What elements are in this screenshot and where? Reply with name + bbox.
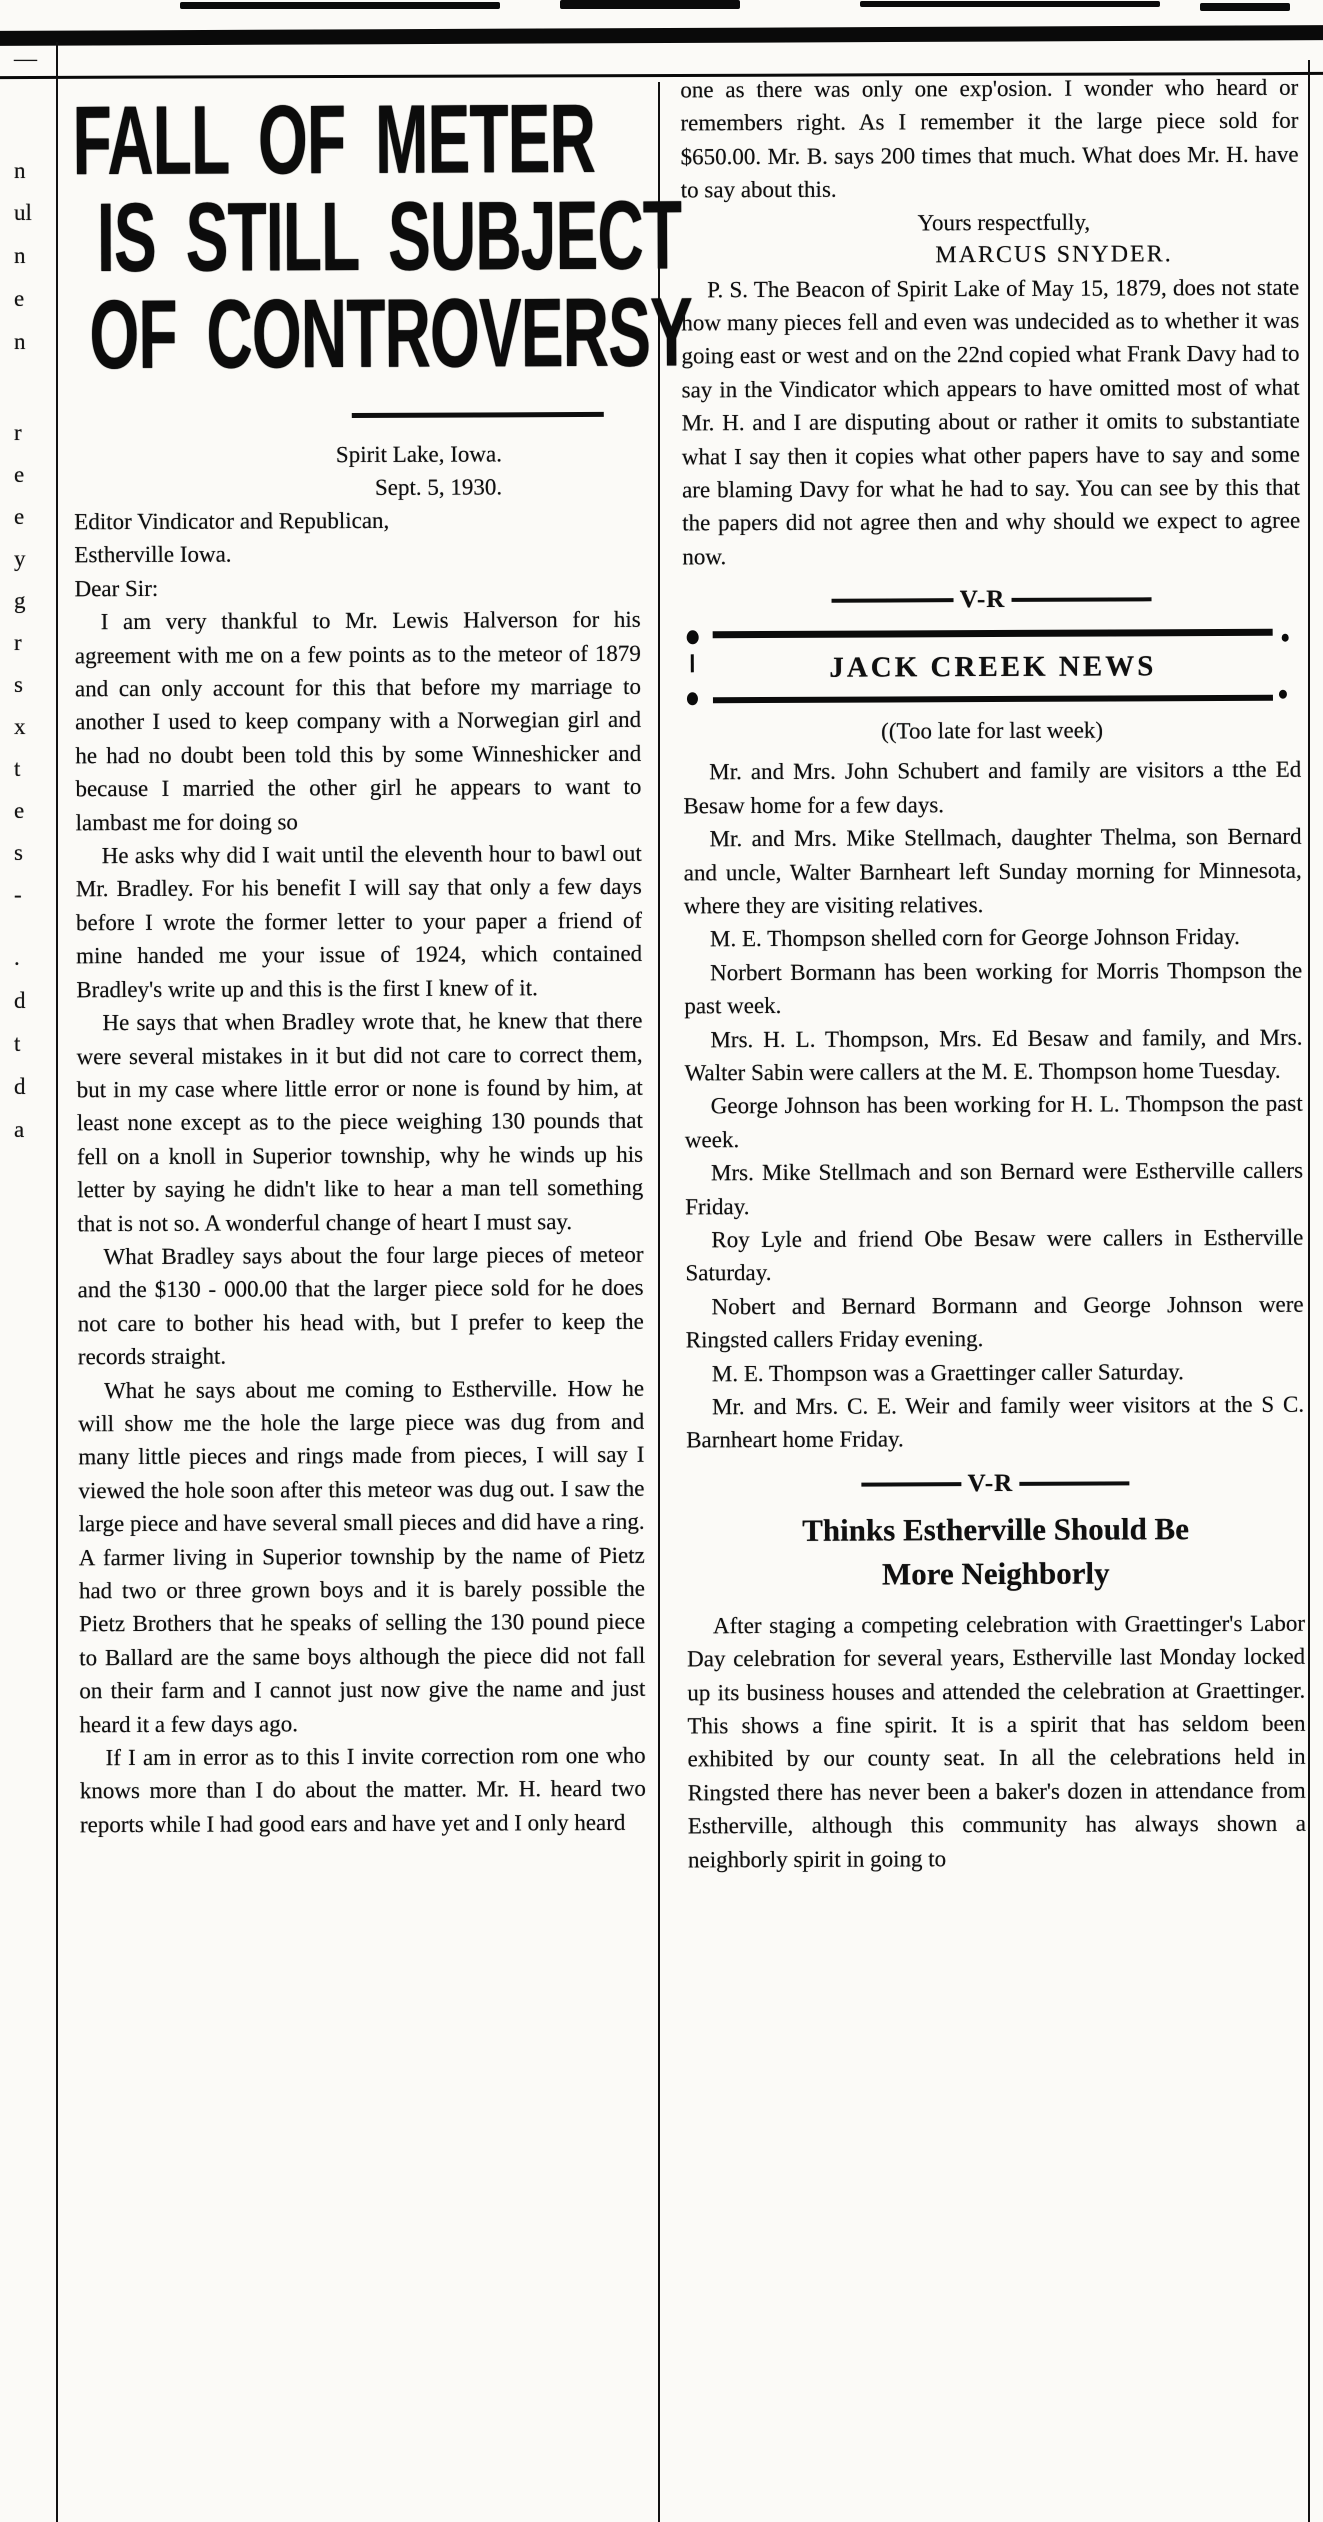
column-fragment: n — [14, 243, 26, 268]
letter-signoff: Yours respectfully, — [917, 209, 1091, 235]
dateline-date: Sept. 5, 1930. — [374, 474, 503, 500]
news-item: Mr. and Mrs. Mike Stellmach, daughter Thelma, son Bernard and uncle, Walter Barnheart left Sunday morning for Minnesota, where they are visiting relatives. — [683, 823, 1302, 919]
sub-headline-line: Thinks Estherville Should Be — [802, 1510, 1190, 1548]
column-fragment: e — [14, 462, 25, 487]
sub-headline — [686, 1506, 1304, 1597]
column-fragment: x — [14, 714, 26, 739]
column-fragment: n — [14, 158, 26, 183]
column-fragment: ul — [14, 200, 32, 225]
news-item: Mr. and Mrs. John Schubert and family are visitors a tthe Ed Besaw home for a few days. — [683, 756, 1302, 819]
dateline — [74, 437, 640, 505]
news-item: Norbert Bormann has been working for Morris Thompson the past week. — [684, 957, 1303, 1019]
news-items — [683, 753, 1304, 1457]
jack-creek-news-box — [713, 629, 1273, 703]
news-item: Mrs. H. L. Thompson, Mrs. Ed Besaw and family, and Mrs. Walter Sabin were callers at the M. E. Thompson home Tuesday. — [684, 1024, 1303, 1086]
headline — [72, 84, 693, 389]
column-fragment: . — [14, 945, 20, 970]
dateline-place: Spirit Lake, Iowa. — [335, 441, 503, 468]
address-line: Editor Vindicator and Republican, — [74, 507, 390, 535]
body-paragraph: He says that when Bradley wrote that, he knew that there were several mistakes in it but did not care to correct them, but in my case where little error or none is found by him, at least none except as to the piece weighing 130 pounds that fell on a knoll in Superior township, why he winds up his letter by saying he didn't like to hear a man tell something that is not so. A wonderful change of heart I must say. — [76, 1007, 644, 1236]
news-item: M. E. Thompson was a Graettinger caller Saturday. — [711, 1358, 1184, 1386]
section-divider-vr — [686, 1468, 1304, 1499]
column-fragment: e — [14, 798, 25, 823]
section-divider-vr — [682, 585, 1300, 616]
address-line: Estherville Iowa. — [74, 541, 232, 568]
box-corner-dot — [687, 631, 699, 645]
column-rule-right — [1308, 60, 1310, 2522]
news-item: Mrs. Mike Stellmach and son Bernard were Estherville callers Friday. — [685, 1157, 1304, 1219]
body-paragraph: He asks why did I wait until the eleventh hour to bawl out Mr. Bradley. For his benefit I will say that only a few days before I wrote the former letter to your paper a friend of mine handed me your issue of 1924, which contained Bradley's write up and this is the first I knew of it. — [75, 840, 643, 1002]
headline-divider — [352, 412, 604, 418]
box-corner-dot — [1282, 634, 1289, 642]
left-column — [72, 0, 693, 1841]
column-fragment: t — [14, 1031, 21, 1056]
news-item: Mr. and Mrs. C. E. Weir and family weer visitors at the S C. Barnheart home Friday. — [686, 1391, 1305, 1453]
box-corner-dot — [1279, 690, 1287, 699]
address-line: Dear Sir: — [74, 575, 159, 602]
box-corner-dot — [687, 693, 698, 706]
body-paragraph: I am very thankful to Mr. Lewis Halverson for his agreement with me on a few points as to the meteor of 1879 and can only account for this that before my marriage to another I used to keep company with a Norwegian girl and he had no doubt been told this by some Winneshicker and because I married the other girl he appears to want to lambast me for doing so — [74, 606, 642, 835]
column-fragment: e — [14, 504, 25, 529]
sub-headline-line: More Neighborly — [881, 1555, 1110, 1592]
column-fragment: d — [14, 1074, 26, 1099]
divider-line — [1011, 598, 1151, 603]
column-fragment: t — [14, 756, 21, 781]
news-item: Roy Lyle and friend Obe Besaw were callers in Estherville Saturday. — [685, 1224, 1304, 1286]
column-fragment: d — [14, 988, 26, 1013]
headline-line: FALL OF METER — [72, 84, 596, 195]
news-item: George Johnson has been working for H. L. Thompson the past week. — [684, 1090, 1303, 1153]
body-paragraph: P. S. The Beacon of Spirit Lake of May 15, 1879, does not state how many pieces fell and even was undecided as to whether it was going east or west and on the 22nd copied what Frank Davy had to say in the Vindicator which appears to have omitted most of what Mr. H. and I are disputing about or rather it omits to substantiate what I say then it copies what other papers have to say and some are blaming Davy for what he had to say. You can see by this that the papers did not agree then and why should we expect to agree now. — [681, 274, 1301, 570]
section-title: JACK CREEK NEWS — [829, 650, 1157, 684]
letter-signature: MARCUS SNYDER. — [935, 240, 1173, 268]
column-fragment: s — [14, 840, 23, 865]
body-paragraph: After staging a competing celebration with Graettinger's Labor Day celebration for several years, Estherville last Monday locked up its business houses and attended the celebration at Graettinger. This shows a fine spirit. It is a spirit that has seldom been exhibited by our county seat. In all the celebrations held in Ringsted there has never been a baker's dozen in attendance from Estherville, although this community has always shown a neighborly spirit in going to — [687, 1610, 1306, 1872]
column-rule-left — [56, 42, 58, 2522]
body-paragraph: If I am in error as to this I invite correction rom one who knows more than I do about the matter. Mr. H. heard two reports while I had good ears and have yet and I only heard — [79, 1742, 646, 1838]
divider-line — [832, 598, 954, 603]
divider-line — [1019, 1481, 1129, 1485]
letter-postscript — [681, 270, 1300, 573]
box-side-dash — [691, 655, 694, 673]
neighborly-body — [687, 1606, 1306, 1876]
letter-continuation — [680, 71, 1299, 207]
column-fragment: g — [14, 588, 26, 613]
headline-line: OF CONTROVERSY — [89, 277, 693, 389]
divider-label: V-R — [959, 586, 1006, 614]
column-fragment: r — [14, 420, 22, 445]
column-rule-middle — [658, 82, 660, 2522]
body-paragraph: What Bradley says about the four large pieces of meteor and the $130 - 000.00 that the larger piece sold for he does not care to bother his head with, but I prefer to keep the records straight. — [77, 1241, 644, 1370]
letter-body — [75, 603, 646, 1841]
column-fragment: r — [14, 630, 22, 655]
news-item: Nobert and Bernard Bormann and George Johnson were Ringsted callers Friday evening. — [685, 1291, 1304, 1353]
body-paragraph: one as there was only one exp'osion. I wonder who heard or remembers right. As I remember it the large piece sold for $650.00. Mr. B. says 200 times that much. What does Mr. H. have to say about this. — [680, 74, 1299, 203]
column-fragment: s — [14, 672, 23, 697]
divider-label: V-R — [967, 1469, 1014, 1497]
body-paragraph: What he says about me coming to Estherville. How he will show me the hole the large piece was dug from and many little pieces and rings made from pieces, I will say I viewed the hole soon after this meteor was dug out. I saw the large piece and have several small pieces and did have a ring. A farmer living in Superior township by the name of Pietz had two or three grown boys and it is barely possible the Pietz Brothers that he speaks of selling the 130 pound piece to Ballard are the same boys although the piece did not fall on their farm and I cannot just now give the name and just heard it a few days ago. — [78, 1375, 646, 1737]
column-fragment: - — [14, 882, 22, 907]
right-column — [680, 0, 1306, 1876]
section-subtitle: ((Too late for last week) — [881, 717, 1104, 744]
column-fragment: n — [14, 329, 26, 354]
column-fragment: y — [14, 546, 26, 571]
headline-line: IS STILL SUBJECT — [96, 180, 682, 292]
column-fragment: — — [14, 46, 37, 71]
column-fragment: e — [14, 286, 25, 311]
letter-salutation — [74, 503, 640, 606]
divider-line — [862, 1482, 962, 1486]
column-fragment: a — [14, 1117, 25, 1142]
news-item: M. E. Thompson shelled corn for George Johnson Friday. — [709, 924, 1240, 952]
